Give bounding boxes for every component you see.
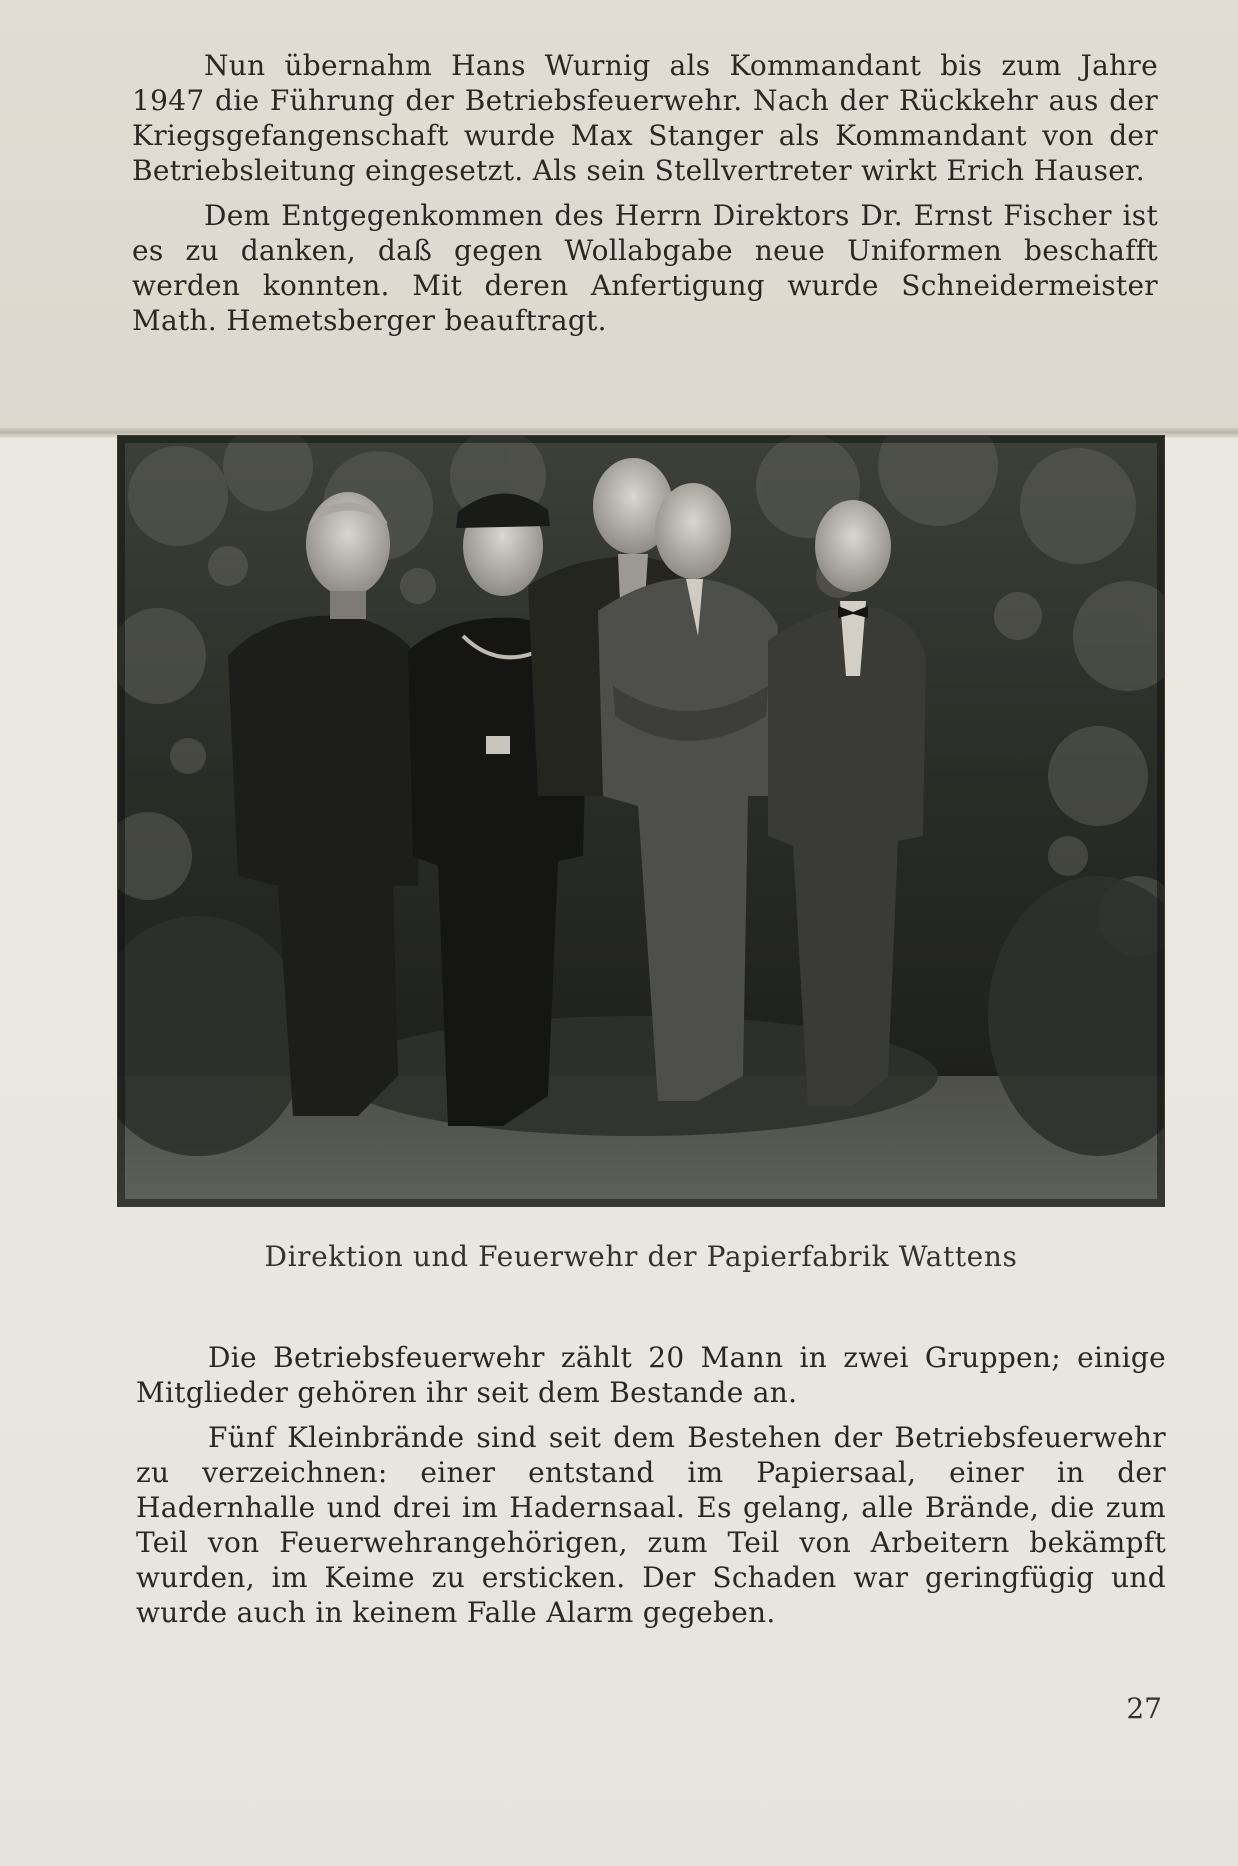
paragraph-members: Die Betriebsfeuerwehr zählt 20 Mann in zwei Gruppen; einige Mitglieder gehören ihr seit dem Bestande an. <box>136 1341 1166 1409</box>
page-number: 27 <box>1126 1692 1162 1725</box>
top-text-block <box>132 48 1158 338</box>
group-photo <box>118 436 1164 1206</box>
photo-caption: Direktion und Feuerwehr der Papierfabrik Wattens <box>264 1240 1018 1273</box>
paragraph-uniforms: Dem Entgegenkommen des Herrn Direktors Dr. Ernst Fischer ist es zu danken, daß gegen Wollabgabe neue Uniformen beschafft werden konnten. Mit deren Anfertigung wurde Schneidermeister Math. Hemetsberger beauftragt. <box>132 199 1158 337</box>
bottom-text-block <box>136 1340 1166 1630</box>
paragraph-fires: Fünf Kleinbrände sind seit dem Bestehen der Betriebsfeuerwehr zu verzeichnen: einer entstand im Papiersaal, einer in der Hadernhalle und drei im Hadernsaal. Es gelang, alle Brände, die zum Teil von Feuerwehrangehörigen, zum Teil von Arbeitern bekämpft wurden, im Keime zu ersticken. Der Schaden war geringfügig und wurde auch in keinem Falle Alarm gegeben. <box>136 1421 1166 1629</box>
paragraph-commander: Nun übernahm Hans Wurnig als Kommandant bis zum Jahre 1947 die Führung der Betriebsfeuerwehr. Nach der Rückkehr aus der Kriegsgefangenschaft wurde Max Stanger als Kommandant von der Betriebsleitung eingesetzt. Als sein Stellvertreter wirkt Erich Hauser. <box>132 49 1158 187</box>
